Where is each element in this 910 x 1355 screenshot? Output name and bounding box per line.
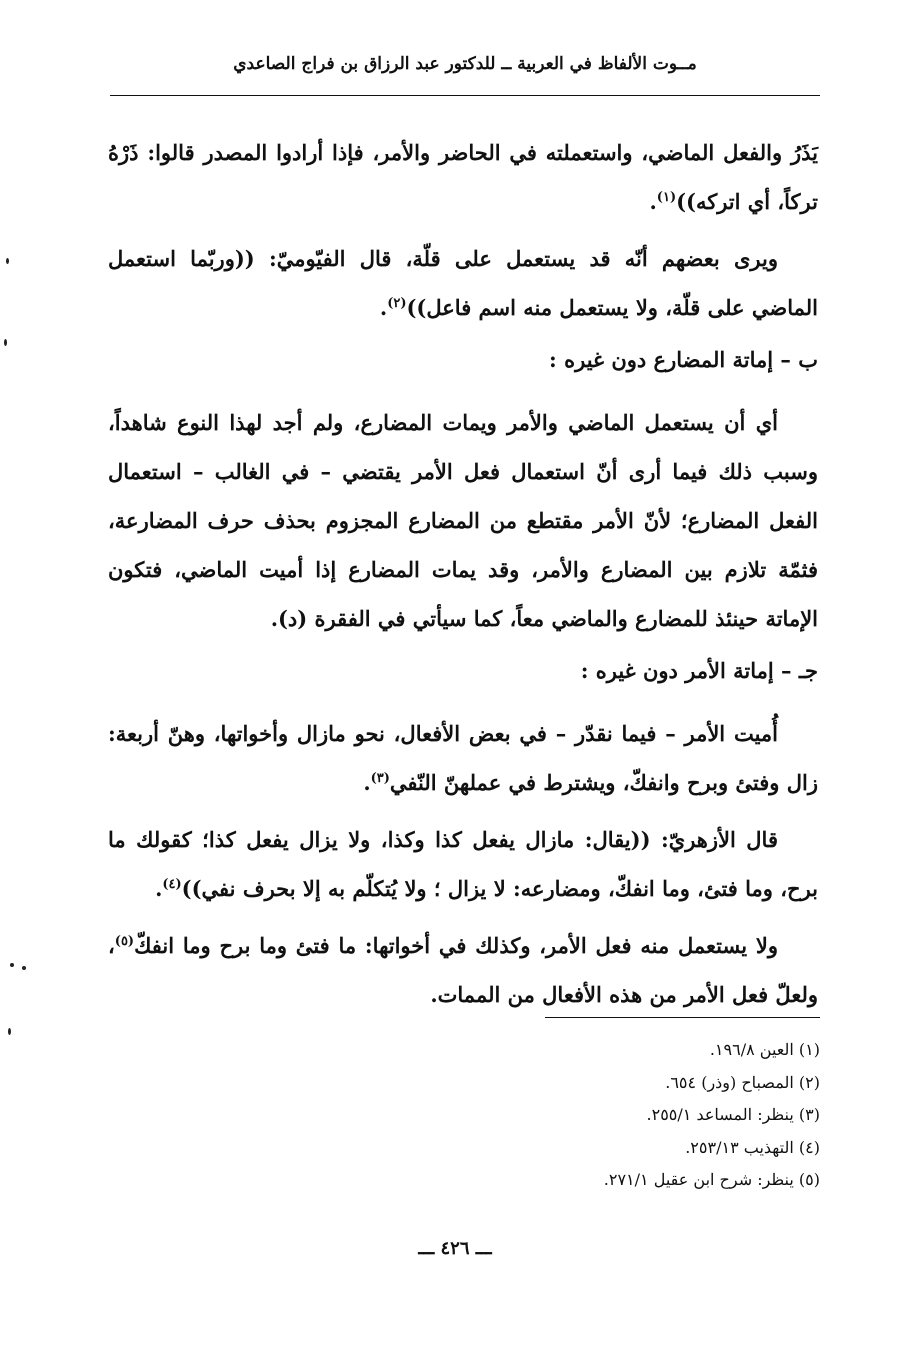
paragraph-1-text: يَذَرُ والفعل الماضي، واستعملته في الحاضر والأمر، فإذا أرادوا المصدر قالوا: ذَرْهُ تركاً، أي اتركه)) <box>108 140 818 214</box>
footnote-2: (٢) المصباح (وذر) ٦٥٤. <box>665 1072 820 1092</box>
paragraph-1 <box>108 128 818 226</box>
footnote-rule <box>545 1017 820 1018</box>
footnote-ref-2: (٢) <box>387 296 407 311</box>
footnote-5: (٥) ينظر: شرح ابن عقيل ٢٧١/١. <box>603 1170 820 1189</box>
footnote-3: (٣) ينظر: المساعد ٢٥٥/١. <box>646 1105 820 1124</box>
paragraph-2-end: . <box>379 295 388 320</box>
footnote-4: (٤) التهذيب ٢٥٣/١٣. <box>685 1137 820 1157</box>
section-heading-c: جـ – إماتة الأمر دون غيره : <box>580 658 818 683</box>
paragraph-5-text: قال الأزهريّ: ((يقال: مازال يفعل كذا وكذا، ولا يزال يفعل كذا؛ كقولك ما برح، وما فتئ، وما انفكّ، ومضارعه: لا يزال ؛ ولا يُتكلّم به إلا بحرف نفي)) <box>108 827 818 901</box>
footnote-1: (١) العين ١٩٦/٨. <box>709 1040 820 1059</box>
page-number: ـــ ٤٢٦ ـــ <box>418 1238 492 1259</box>
paragraph-6-text: ولا يستعمل منه فعل الأمر، وكذلك في أخواتها: ما فتئ وما برح وما انفكّ <box>134 933 778 958</box>
paragraph-6-rest: ، ولعلّ فعل الأمر من هذه الأفعال من الممات. <box>108 933 818 1007</box>
paragraph-5 <box>108 815 818 913</box>
paragraph-4-end: . <box>363 770 371 795</box>
running-header: مــوت الألفاظ في العربية ــ للدكتور عبد الرزاق بن فراج الصاعدي <box>233 54 697 74</box>
footnote-ref-4: (٤) <box>162 877 182 892</box>
scan-edge-mark <box>6 258 9 264</box>
footnote-ref-3: (٣) <box>370 771 390 786</box>
scan-edge-mark <box>10 963 14 967</box>
footnote-ref-5: (٥) <box>114 934 135 949</box>
scan-edge-mark <box>22 966 26 970</box>
paragraph-6 <box>108 921 818 1019</box>
paragraph-2 <box>108 234 818 332</box>
footnotes <box>400 1034 820 1197</box>
footnote-ref-1: (١) <box>656 190 677 205</box>
section-heading-b: ب – إماتة المضارع دون غيره : <box>549 347 818 372</box>
paragraph-1-end: . <box>649 189 657 214</box>
paragraph-2-text: ويرى بعضهم أنّه قد يستعمل على قلّة، قال الفيّوميّ: ((وربّما استعمل الماضي على قلّة، ولا يستعمل منه اسم فاعل)) <box>108 246 818 320</box>
paragraph-4 <box>108 709 818 807</box>
body-text <box>108 128 818 1027</box>
paragraph-3 <box>108 398 818 643</box>
header-rule <box>110 95 820 96</box>
scan-edge-mark <box>8 1028 11 1035</box>
scan-edge-mark <box>4 339 7 346</box>
paragraph-3-text: أي أن يستعمل الماضي والأمر ويمات المضارع، ولم أجد لهذا النوع شاهداً، وسبب ذلك فيما أرى أنّ استعمال فعل الأمر يقتضي – في الغالب – استعمال الفعل المضارع؛ لأنّ الأمر مقتطع من المضارع المجزوم بحذف حرف المضارعة، فثمّة تلازم بين المضارع والأمر، وقد يمات المضارع إذا أميت الماضي، فتكون الإماتة حينئذ للمضارع والماضي معاً، كما سيأتي في الفقرة (د). <box>108 410 818 631</box>
paragraph-5-end: . <box>155 876 163 901</box>
paragraph-4-text: أُميت الأمر – فيما نقدّر – في بعض الأفعال، نحو مازال وأخواتها، وهنّ أربعة: زال وفتئ وبرح وانفكّ، ويشترط في عملهنّ النّفي <box>108 721 818 795</box>
